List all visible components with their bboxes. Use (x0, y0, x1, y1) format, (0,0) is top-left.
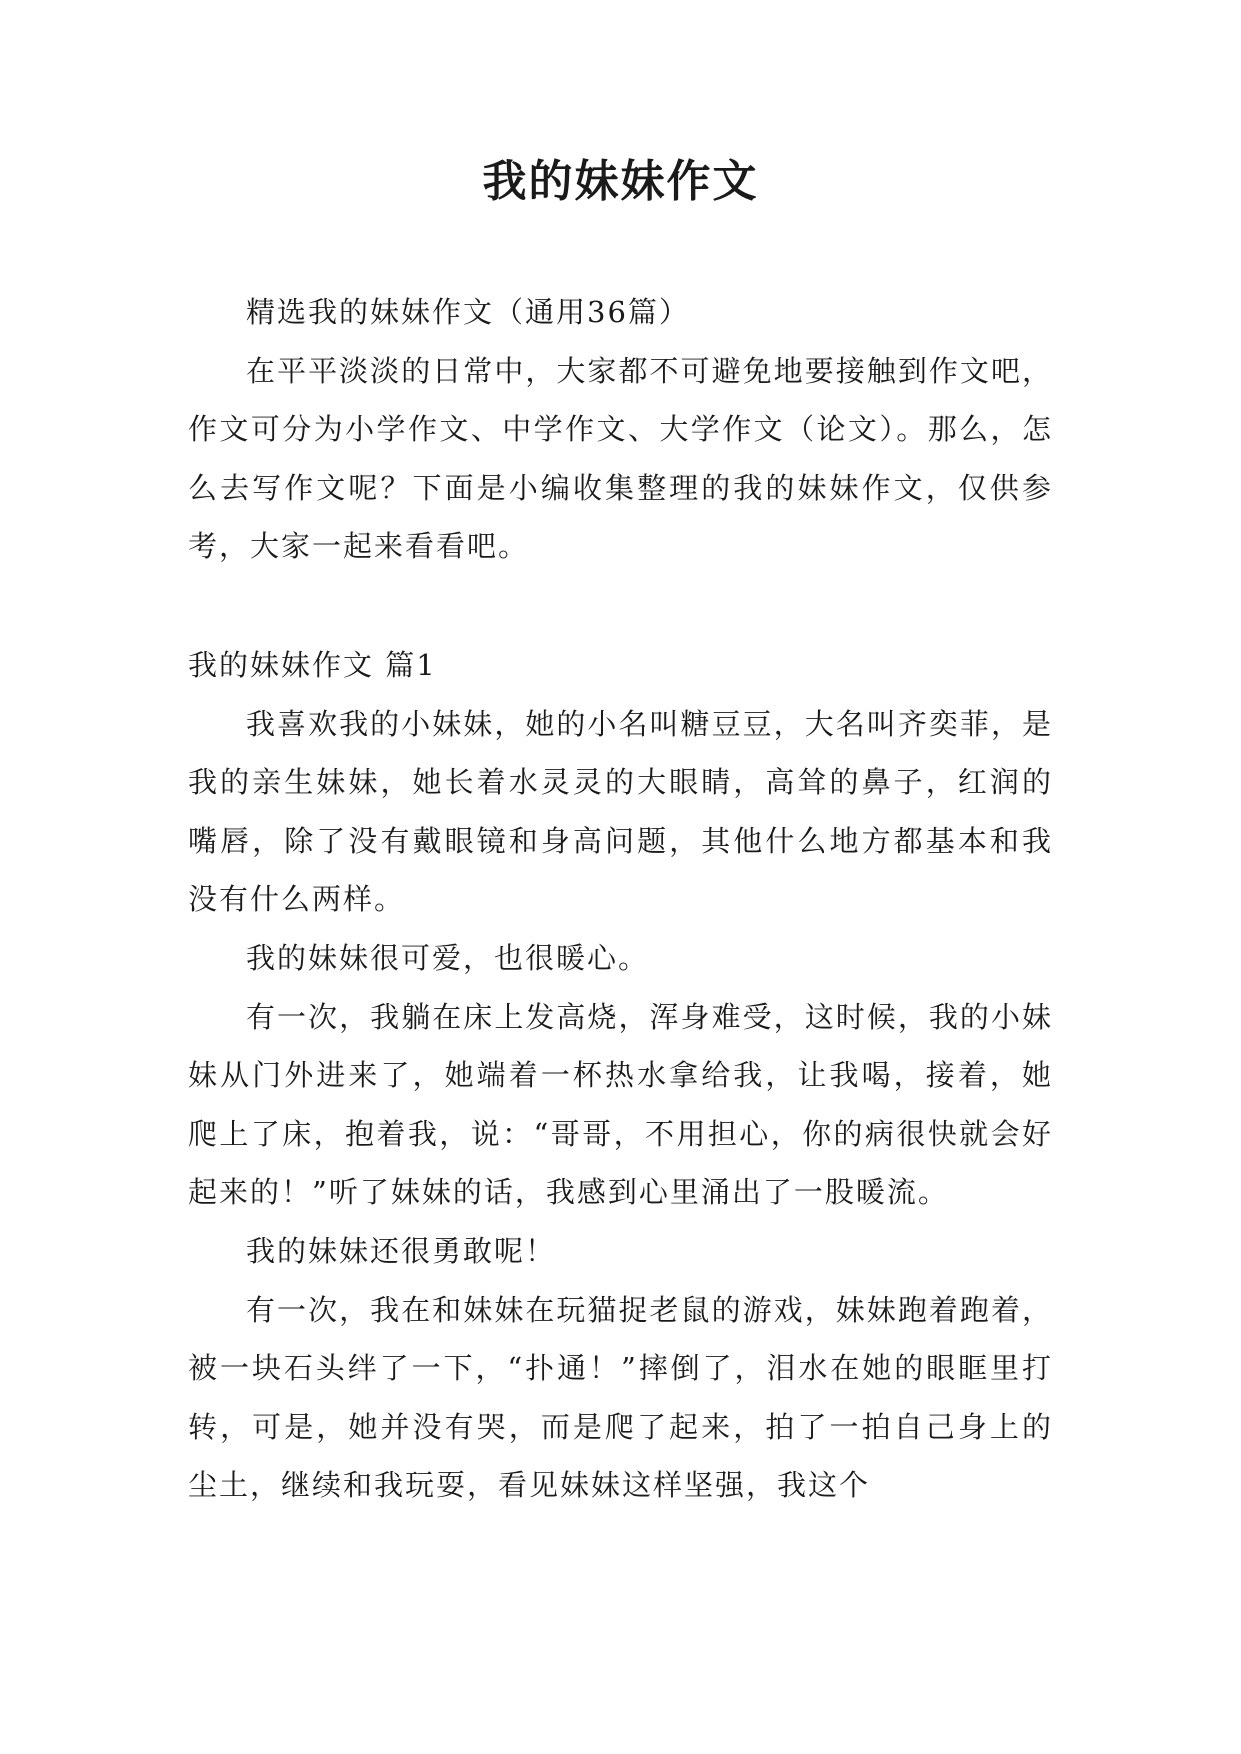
paragraph-3: 有一次，我躺在床上发高烧，浑身难受，这时候，我的小妹妹从门外进来了，她端着一杯热水拿给我，让我喝，接着，她爬上了床，抱着我，说：“哥哥，不用担心，你的病很快就会好起来的！”听了妹妹的话，我感到心里涌出了一股暖流。 (188, 999, 1053, 1210)
document-title: 我的妹妹作文 (482, 156, 759, 207)
intro-subtitle: 精选我的妹妹作文（通用36篇） (246, 295, 690, 329)
paragraph-1: 我喜欢我的小妹妹，她的小名叫糖豆豆，大名叫齐奕菲，是我的亲生妹妹，她长着水灵灵的大眼睛，高耸的鼻子，红润的嘴唇，除了没有戴眼镜和身高问题，其他什么地方都基本和我没有什么两样。 (188, 706, 1053, 917)
paragraph-2: 我的妹妹很可爱，也很暖心。 (246, 940, 650, 975)
document-body (188, 283, 1053, 1515)
section-heading: 我的妹妹作文 篇1 (188, 647, 437, 682)
intro-paragraph: 在平平淡淡的日常中，大家都不可避免地要接触到作文吧，作文可分为小学作文、中学作文、大学作文（论文）。那么，怎么去写作文呢？下面是小编收集整理的我的妹妹作文，仅供参考，大家一起来看看吧。 (188, 353, 1053, 564)
paragraph-5: 有一次，我在和妹妹在玩猫捉老鼠的游戏，妹妹跑着跑着，被一块石头绊了一下，“扑通！”摔倒了，泪水在她的眼眶里打转，可是，她并没有哭，而是爬了起来，拍了一拍自己身上的尘土，继续和我玩耍，看见妹妹这样坚强，我这个 (188, 1292, 1053, 1503)
paragraph-4: 我的妹妹还很勇敢呢！ (246, 1233, 557, 1268)
section-spacer (188, 576, 1053, 636)
